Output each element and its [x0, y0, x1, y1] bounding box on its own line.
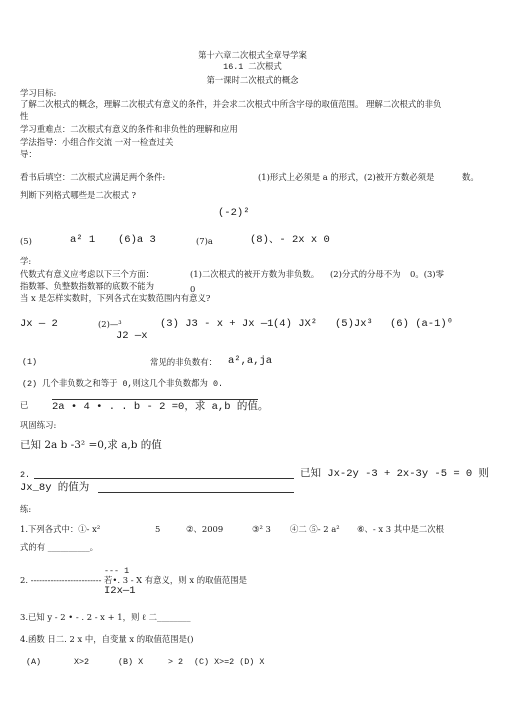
option-5-expr: a² 1 — [70, 234, 96, 246]
section-title: 16.1 二次根式 — [223, 62, 282, 72]
practice-2-number: 2. — [20, 470, 31, 480]
practice-label: 练: — [20, 504, 32, 514]
practice-2-answer-blank — [98, 492, 294, 493]
option-6-expr: (6)a 3 — [118, 234, 156, 246]
judge-question: 判断下列格式哪些是二次根式 ? — [20, 190, 137, 200]
goals-line-2: 性 — [20, 111, 29, 121]
option-a: (A) — [26, 657, 42, 667]
expr-1: Jx — 2 — [20, 318, 58, 330]
option-a-value: X>2 — [74, 657, 90, 667]
fact-3-label: 已 — [20, 400, 29, 410]
fact-3-overline — [52, 399, 258, 400]
expression-center: (-2)² — [218, 207, 250, 219]
option-8-expr: (8)、- 2x x 0 — [250, 234, 330, 246]
guide-label: 导： — [20, 149, 37, 159]
study-box-1: (1)二次根式的被开方数为非负数。 — [190, 269, 320, 279]
expr-2-denominator: J2 —x — [116, 330, 148, 342]
exercise-4: 4.函数 日二. 2 x 中，自变量 x 的取值范围是() — [20, 634, 194, 644]
study-method: 学法指导：小组合作交流 一对一检查过关 — [20, 137, 174, 147]
expr-3: (3) J3 - x + Jx —1 — [160, 318, 274, 330]
exercise-1: 1.下列各式中：①- x² — [20, 524, 101, 534]
goals-line-1: 了解二次根式的概念，理解二次根式有意义的条件，并会求二次根式中所含字母的取值范围。 理解二次根式的非负 — [20, 99, 442, 109]
exercise-2: 2. ------------------------- 若•. 3 - X 有意义，则 x 的取值范围是 — [20, 575, 247, 585]
fact-1-list: a²,a,ja — [228, 355, 273, 367]
exercise-1-item-5: 5 — [155, 524, 161, 534]
lesson-title: 第一课时二次根式的概念 — [206, 75, 299, 85]
study-line-3: 当 x 是怎样实数时，下列各式在实数范围内有意义? — [20, 293, 211, 303]
document-title: 第十六章二次根式全章导学案 — [198, 50, 307, 60]
fact-3-equation: 2a • 4 • . . b - 2 =0，求 a,b 的值。 — [52, 401, 269, 413]
key-points: 学习重难点：二次根式有意义的条件和非负性的理解和应用 — [20, 124, 238, 134]
expr-6: (6) (a-1)⁰ — [390, 318, 454, 330]
practice-2-blank — [34, 478, 294, 479]
reading-conditions: (1)形式上必须是 a 的形式，(2)被开方数必须是 — [258, 172, 435, 182]
exercise-1-item-3: ③² 3 — [252, 524, 271, 534]
study-box-2b: 0。(3)零 — [410, 269, 444, 279]
option-5-label: (5) — [20, 236, 32, 246]
reading-conditions-tail: 数。 — [462, 172, 479, 182]
expr-5: (5)Jx³ — [335, 318, 373, 330]
option-7-expr: (7)a — [196, 236, 213, 246]
expr-4: (4) JX² — [273, 318, 318, 330]
exercise-1-item-6: ⑥、- x 3 其中是二次根 — [357, 524, 445, 534]
fact-2: (2) 几个非负数之和等于 0,则这几个非负数都为 0. — [22, 379, 224, 389]
reading-intro: 看书后填空：二次根式应满足两个条件: — [20, 172, 166, 182]
exercise-3: 3.已知 y - 2 • - . 2 - x + 1，则 ℓ 二________ — [20, 612, 191, 622]
exercise-1-item-2009: ②、2009 — [186, 524, 224, 534]
study-zero: 0 — [190, 284, 196, 294]
practice-2-question: Jx_8y 的值为 — [20, 482, 90, 494]
option-c-d: (C) X>=2 (D) X — [194, 657, 265, 667]
option-b: (B) X — [118, 657, 144, 667]
study-line-1: 代数式有意义应考虑以下三个方面： — [20, 269, 154, 279]
study-line-2: 指数幂、负整数指数幂的底数不能为 — [20, 281, 154, 291]
study-box-2: (2)分式的分母不为 — [330, 269, 401, 279]
practice-heading: 巩固练习: — [20, 420, 57, 430]
exercise-1-answer: 式的有 __________。 — [20, 542, 99, 552]
goals-heading: 学习目标: — [20, 88, 57, 98]
practice-2-text: 已知 Jx-2y -3 + 2x-3y -5 = 0 则 — [300, 468, 490, 480]
exercise-2-denominator: I2x—1 — [104, 585, 136, 597]
exercise-1-item-4: ④二 ⑤- 2 a² — [290, 524, 340, 534]
fact-1-label: (1) — [22, 357, 38, 367]
expr-2: (2)—³ — [98, 319, 122, 329]
study-label: 学: — [20, 256, 32, 266]
exercise-2-numerator: --- 1 — [104, 566, 130, 576]
practice-1: 已知 2a b -3² =0,求 a,b 的值 — [20, 439, 162, 451]
fact-1-text: 常见的非负数有： — [150, 357, 217, 367]
option-b-value: > 2 — [168, 657, 184, 667]
